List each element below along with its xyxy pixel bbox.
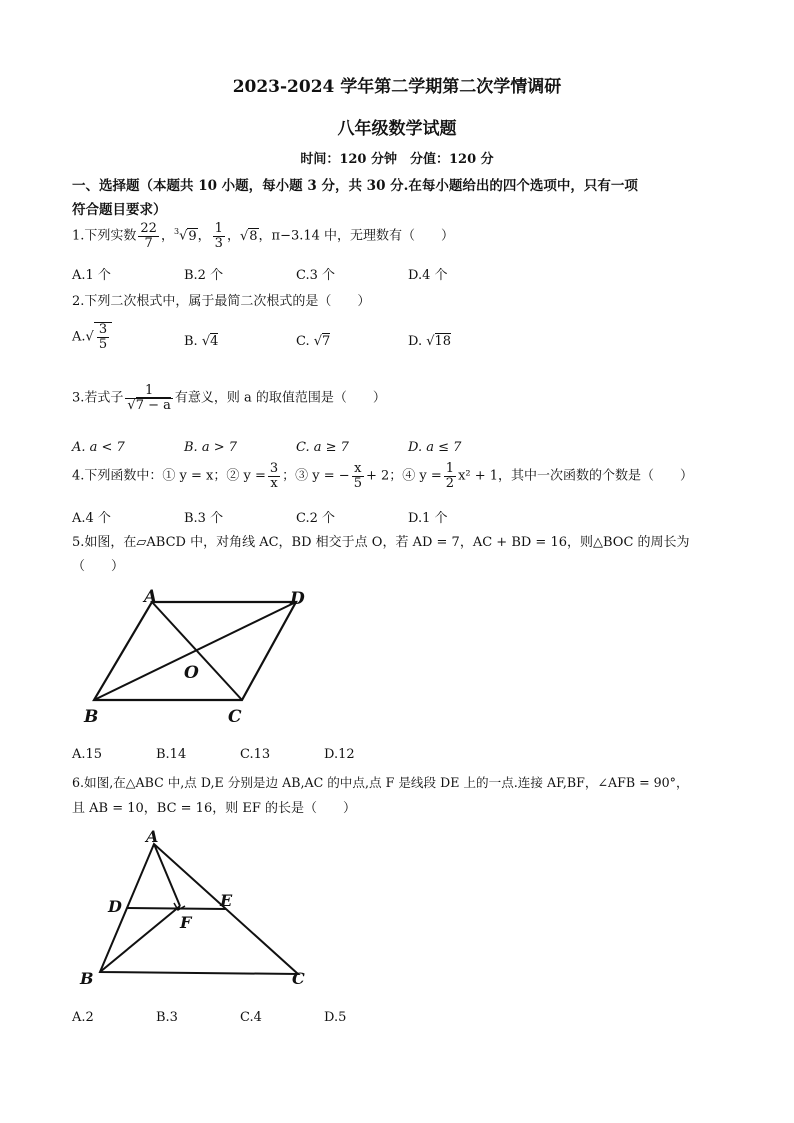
q5-option-a[interactable]: A.15 [72, 747, 103, 762]
q2-opt-a-label: A. [72, 329, 86, 345]
q4-f4-num: 1 [445, 461, 455, 476]
q2-option-a[interactable] [72, 322, 112, 351]
q2-option-c[interactable]: C. √7 [296, 334, 331, 349]
exam-subtitle: 八年级数学试题 [337, 119, 457, 139]
question-5-stem: 5.如图，在▱ABCD 中，对角线 AC，BD 相交于点 O，若 AD = 7，AC + BD = 16，则△BOC 的周长为 [72, 535, 690, 550]
q1-option-a[interactable]: A.1 个 [72, 268, 111, 283]
q1-frac2-den: 3 [214, 235, 223, 251]
q2-opt-b-label: B. [184, 334, 198, 349]
label-o: O [184, 663, 199, 683]
q2-option-d[interactable]: D. √18 [408, 334, 452, 349]
q4-option-d[interactable]: D.1 个 [408, 511, 448, 526]
q1-sqrt: √8 [239, 228, 258, 244]
q3-frac-num: 1 [125, 384, 172, 399]
q2-opt-a-radical: √ $\frac{3}{5}$ [86, 322, 113, 351]
q3-option-b[interactable]: B. a > 7 [184, 440, 237, 455]
q4-f3-den: 5 [353, 475, 362, 491]
q1-option-b[interactable]: B.2 个 [184, 268, 224, 283]
q1-option-c[interactable]: C.3 个 [296, 268, 336, 283]
q1-prefix: 1.下列实数 [72, 228, 137, 244]
q2-opt-d-label: D. [408, 334, 423, 349]
q1-sqrt-rad: 8 [249, 228, 258, 244]
q2-opt-d-rad: 18 [434, 334, 452, 349]
q4-mid2: + 2；④ y = [365, 468, 442, 484]
section-heading: 一、选择题（本题共 10 小题，每小题 3 分，共 30 分.在每小题给出的四个选项中，只有一项 [72, 178, 638, 194]
q4-f3-num: x [352, 462, 364, 477]
q4-prefix: 4.下列函数中：① y = x；② y = [72, 468, 266, 484]
q2-opt-b-rad: 4 [210, 334, 219, 349]
q1-fraction [138, 222, 159, 250]
label-b: B [80, 969, 94, 988]
q4-tail: x² + 1，其中一次函数的个数是（ ） [458, 468, 694, 484]
q2-option-b[interactable]: B. √4 [184, 334, 219, 349]
q1-frac2-num: 1 [214, 221, 223, 236]
q5-option-b[interactable]: B.14 [156, 747, 187, 762]
label-d: D [108, 897, 122, 916]
q3-option-a[interactable]: A. a < 7 [72, 440, 125, 455]
exam-info: 时间：120 分钟 分值：120 分 [300, 152, 494, 167]
q4-f2-den: x [270, 475, 278, 491]
q2-opt-c-label: C. [296, 334, 310, 349]
question-1-stem: 1.下列实数 $\frac{22}{7}$ ，$^3$√9， $\frac{1}{3}$ ，√8，π−3.14 中，无理数有（ ） [72, 221, 455, 251]
q3-fraction: $\frac{1}{√7 - a}$ [127, 383, 171, 413]
parallelogram-figure [70, 582, 330, 732]
q2-opt-a-num: 3 [98, 322, 108, 337]
q3-option-d[interactable]: D. a ≤ 7 [408, 440, 462, 455]
q1-tail: ，π−3.14 中，无理数有（ ） [258, 228, 455, 244]
q4-option-b[interactable]: B.3 个 [184, 511, 224, 526]
q3-tail: 有意义，则 a 的取值范围是（ ） [174, 390, 386, 406]
exam-title: 2023-2024 学年第二学期第二次学情调研 [232, 77, 562, 97]
q3-option-c[interactable]: C. a ≥ 7 [296, 440, 349, 455]
q1-cbrt-index: 3 [173, 227, 180, 237]
q4-option-c[interactable]: C.2 个 [296, 511, 336, 526]
q4-option-a[interactable]: A.4 个 [72, 511, 111, 526]
q6-option-a[interactable]: A.2 [72, 1010, 94, 1025]
q5-option-c[interactable]: C.13 [240, 747, 271, 762]
triangle-figure [70, 824, 320, 994]
q1-frac-den: 7 [144, 235, 153, 251]
question-4-stem [72, 462, 693, 490]
section-heading-cont: 符合题目要求） [72, 202, 167, 218]
question-6-stem: 6.如图,在△ABC 中,点 D,E 分别是边 AB,AC 的中点,点 F 是线段 DE 上的一点.连接 AF,BF，∠AFB = 90°， [72, 775, 689, 790]
label-b: B [84, 707, 99, 727]
label-d: D [290, 589, 305, 609]
label-a: A [146, 827, 159, 846]
q4-mid: ；③ y = − [282, 468, 350, 484]
question-3-stem [72, 384, 386, 412]
label-f: F [180, 913, 192, 932]
q6-option-d[interactable]: D.5 [324, 1010, 347, 1025]
q1-cbrt-rad: 9 [188, 228, 197, 244]
label-c: C [292, 969, 305, 988]
q2-opt-a-den: 5 [98, 336, 108, 352]
question-6-stem-cont: 且 AB = 10，BC = 16，则 EF 的长是（ ） [72, 801, 356, 816]
q1-option-d[interactable]: D.4 个 [408, 268, 448, 283]
q3-prefix: 3.若式子 [72, 390, 124, 406]
q1-cube-root: $^3$√9 [173, 227, 197, 244]
q2-opt-c-rad: 7 [322, 334, 331, 349]
q3-frac-den-rad: 7 − a [135, 397, 171, 413]
label-a: A [144, 587, 158, 607]
q1-frac-num: 22 [140, 221, 157, 236]
question-5-stem-cont: （ ） [72, 559, 125, 574]
q6-option-b[interactable]: B.3 [156, 1010, 178, 1025]
question-2-stem: 2.下列二次根式中，属于最简二次根式的是（ ） [72, 294, 371, 309]
segment-af [154, 844, 180, 906]
q6-option-c[interactable]: C.4 [240, 1010, 262, 1025]
diagonal-bd [94, 602, 296, 700]
label-c: C [228, 707, 242, 727]
q4-f4-den: 2 [445, 475, 455, 491]
q5-option-d[interactable]: D.12 [324, 747, 355, 762]
label-e: E [220, 891, 233, 910]
q1-fraction-2 [213, 222, 225, 250]
q4-f2-num: 3 [269, 461, 279, 476]
